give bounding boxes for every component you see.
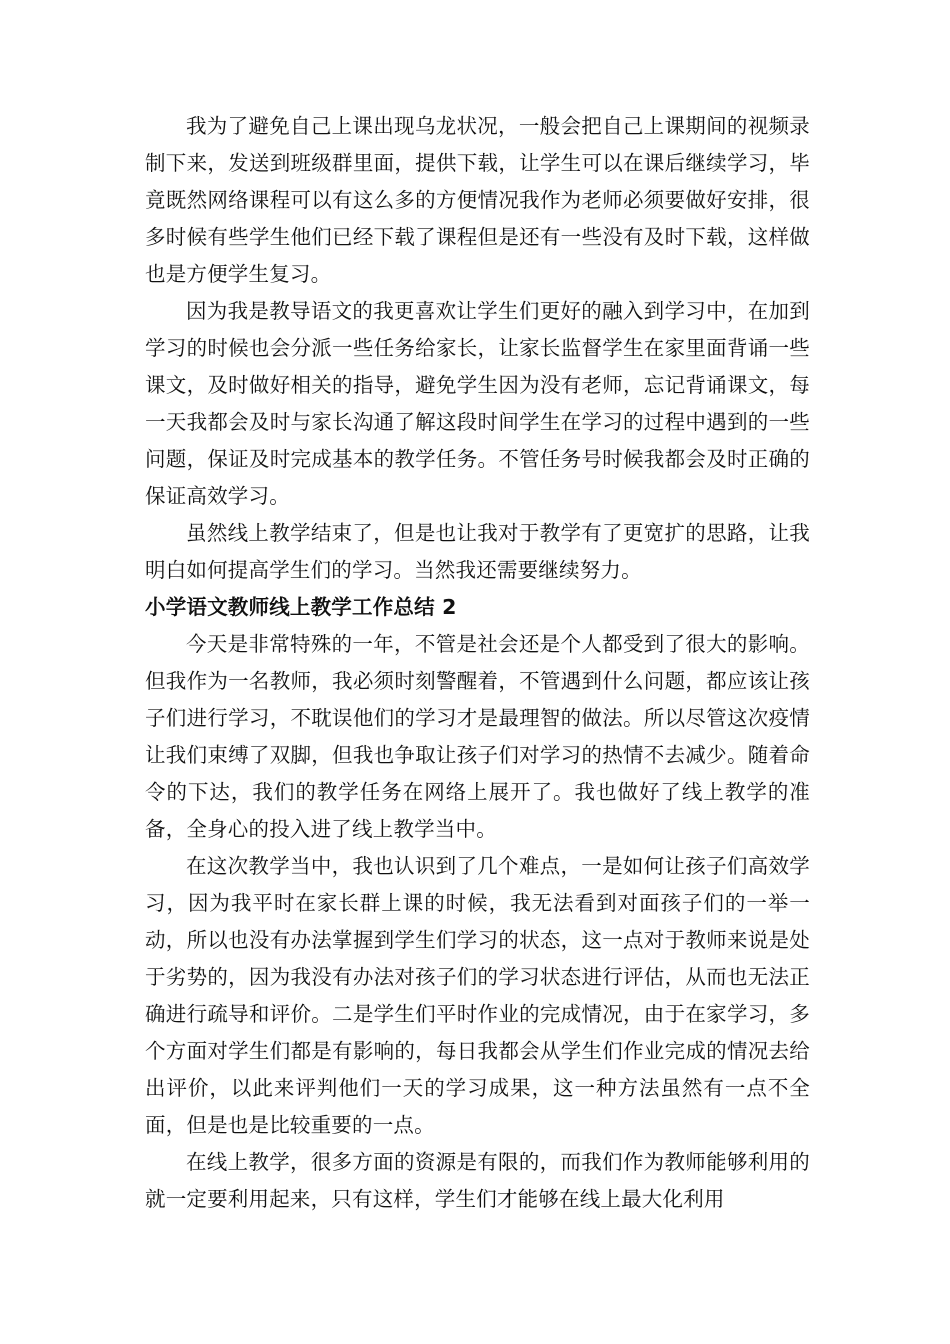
paragraph-resources: 在线上教学，很多方面的资源是有限的，而我们作为教师能够利用的就一定要利用起来，只有这样，学生们才能够在线上最大化利用 xyxy=(145,1150,810,1211)
paragraph-conclusion: 虽然线上教学结束了，但是也让我对于教学有了更宽扩的思路，让我明白如何提高学生们的学习。当然我还需要继续努力。 xyxy=(145,521,810,582)
paragraph-difficulties: 在这次教学当中，我也认识到了几个难点，一是如何让孩子们高效学习，因为我平时在家长群上课的时候，我无法看到对面孩子们的一举一动，所以也没有办法掌握到学生们学习的状态，这一点对于教师来说是处于劣势的，因为我没有办法对孩子们的学习状态进行评估，从而也无法正确进行疏导和评价。二是学生们平时作业的完成情况，由于在家学习，多个方面对学生们都是有影响的，每日我都会从学生们作业完成的情况去给出评价，以此来评判他们一天的学习成果，这一种方法虽然有一点不全面，但是也是比较重要的一点。 xyxy=(145,854,810,1137)
paragraph-special-year: 今天是非常特殊的一年，不管是社会还是个人都受到了很大的影响。但我作为一名教师，我必须时刻警醒着，不管遇到什么问题，都应该让孩子们进行学习，不耽误他们的学习才是最理智的做法。所以尽管这次疫情让我们束缚了双脚，但我也争取让孩子们对学习的热情不去减少。随着命令的下达，我们的教学任务在网络上展开了。我也做好了线上教学的准备，全身心的投入进了线上教学当中。 xyxy=(145,632,810,841)
paragraph-video-recording: 我为了避免自己上课出现乌龙状况，一般会把自己上课期间的视频录制下来，发送到班级群里面，提供下载，让学生可以在课后继续学习，毕竟既然网络课程可以有这么多的方便情况我作为老师必须要做好安排，很多时候有些学生他们已经下载了课程但是还有一些没有及时下载，这样做也是方便学生复习。 xyxy=(145,114,810,286)
paragraph-parent-supervision: 因为我是教导语文的我更喜欢让学生们更好的融入到学习中，在加到学习的时候也会分派一些任务给家长，让家长监督学生在家里面背诵一些课文，及时做好相关的指导，避免学生因为没有老师，忘记背诵课文，每一天我都会及时与家长沟通了解这段时间学生在学习的过程中遇到的一些问题，保证及时完成基本的教学任务。不管任务号时候我都会及时正确的保证高效学习。 xyxy=(145,299,810,508)
document-body xyxy=(145,108,810,1218)
section-heading: 小学语文教师线上教学工作总结 2 xyxy=(145,595,457,619)
